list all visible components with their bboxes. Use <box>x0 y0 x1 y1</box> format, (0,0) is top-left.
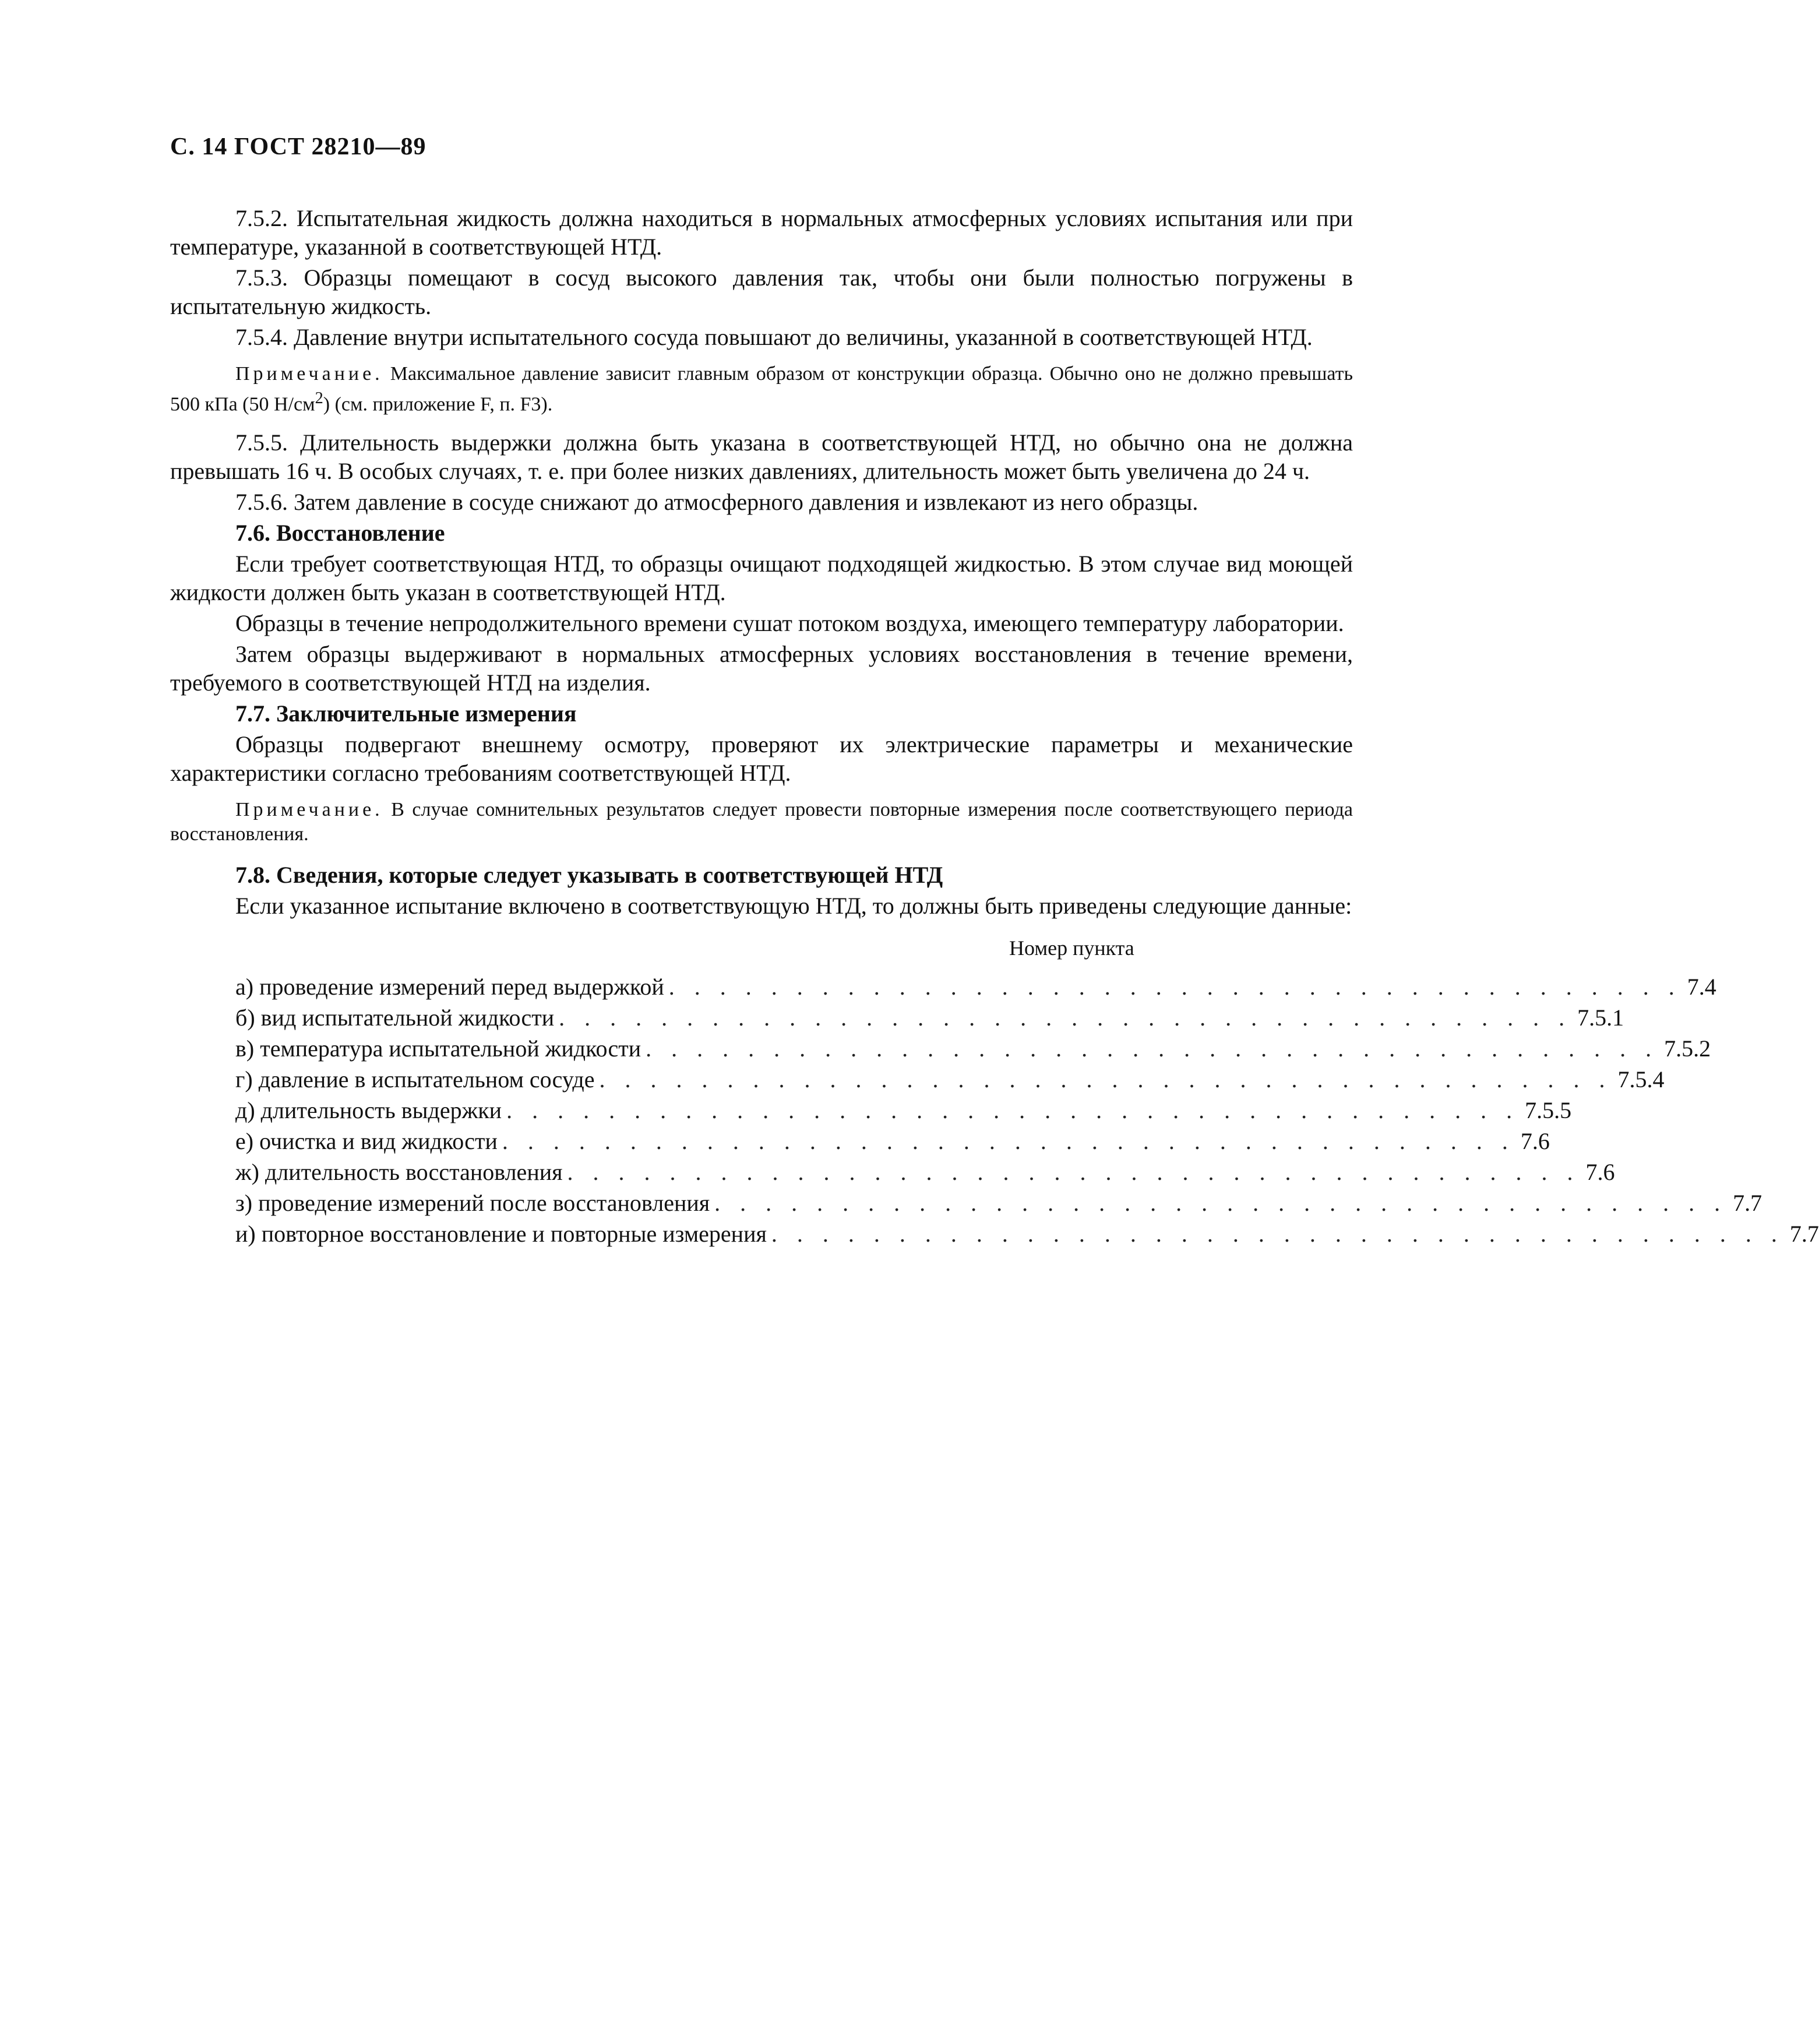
list-item <box>235 1187 1762 1218</box>
list-item <box>235 971 1716 1002</box>
list-item-text: ж) длительность восстановления <box>235 1159 563 1186</box>
requirements-list <box>235 971 1819 1249</box>
note-label: Примечание. <box>235 799 383 821</box>
list-item-text: з) проведение измерений после восстановления <box>235 1190 710 1217</box>
paragraph-7-5-2: 7.5.2. Испытательная жидкость должна находиться в нормальных атмосферных условиях испытания или при температуре, указанной в соответствующей НТД. <box>170 205 1353 260</box>
note-label: Примечание. <box>235 363 383 385</box>
list-item-number: 7.5.2 <box>1664 1035 1711 1062</box>
heading-7-6: 7.6. Восстановление <box>235 520 445 547</box>
list-item-number: 7.5.4 <box>1617 1066 1665 1093</box>
paragraph-7-5-4: 7.5.4. Давление внутри испытательного сосуда повышают до величины, указанной в соответствующей НТД. <box>235 324 1313 350</box>
paragraph-7-5-3: 7.5.3. Образцы помещают в сосуд высокого давления так, чтобы они были полностью погружены в испытательную жидкость. <box>170 265 1353 319</box>
paragraph-7-7: Образцы подвергают внешнему осмотру, проверяют их электрические параметры и механические характеристики согласно требованиям соответствующей НТД. <box>170 731 1353 787</box>
heading-7-8: 7.8. Сведения, которые следует указывать в соответствующей НТД <box>235 862 943 889</box>
leader-dots: . . . . . . . . . . . . . . . . . . . . . . . . . . . . . . . . . . . . . . . . <box>714 1190 1728 1217</box>
list-item-number: 7.5.5 <box>1525 1097 1572 1124</box>
leader-dots: . . . . . . . . . . . . . . . . . . . . . . . . . . . . . . . . . . . . . . . . <box>506 1097 1520 1124</box>
list-item-text: б) вид испытательной жидкости <box>235 1005 555 1031</box>
leader-dots: . . . . . . . . . . . . . . . . . . . . . . . . . . . . . . . . . . . . . . . . <box>668 974 1681 1000</box>
list-item <box>235 1002 1624 1033</box>
paragraph-7-8: Если указанное испытание включено в соответствующую НТД, то должны быть приведены следующие данные: <box>235 893 1352 919</box>
list-item-text: а) проведение измерений перед выдержкой <box>235 974 664 1000</box>
paragraph-7-5-6: 7.5.6. Затем давление в сосуде снижают до атмосферного давления и извлекают из него образцы. <box>235 489 1198 516</box>
list-item-number: 7.7 <box>1789 1221 1819 1247</box>
leader-dots: . . . . . . . . . . . . . . . . . . . . . . . . . . . . . . . . . . . . . . . . <box>567 1159 1580 1186</box>
leader-dots: . . . . . . . . . . . . . . . . . . . . . . . . . . . . . . . . . . . . . . . . <box>771 1221 1784 1247</box>
note-remeasure <box>170 798 1353 847</box>
paragraph-7-6-b: Образцы в течение непродолжительного времени сушат потоком воздуха, имеющего температуру лаборатории. <box>235 610 1344 637</box>
leader-dots: . . . . . . . . . . . . . . . . . . . . . . . . . . . . . . . . . . . . . . . . <box>599 1066 1612 1093</box>
list-item-number: 7.4 <box>1687 974 1716 1000</box>
note-superscript: 2 <box>315 389 323 407</box>
list-item <box>235 1095 1572 1126</box>
list-item <box>235 1033 1711 1064</box>
list-item <box>235 1218 1819 1249</box>
list-column-header: Номер пункта <box>1009 936 1134 960</box>
page-header: С. 14 ГОСТ 28210—89 <box>170 133 426 160</box>
heading-7-7: 7.7. Заключительные измерения <box>235 700 577 727</box>
list-item-text: и) повторное восстановление и повторные измерения <box>235 1221 767 1247</box>
paragraph-7-6-c: Затем образцы выдерживают в нормальных атмосферных условиях восстановления в течение времени, требуемого в соответствующей НТД на изделия. <box>170 641 1353 696</box>
list-item-text: е) очистка и вид жидкости <box>235 1128 498 1155</box>
list-item-number: 7.5.1 <box>1577 1005 1624 1031</box>
list-item <box>235 1157 1615 1187</box>
leader-dots: . . . . . . . . . . . . . . . . . . . . . . . . . . . . . . . . . . . . . . . . <box>646 1035 1659 1062</box>
list-item <box>235 1064 1665 1095</box>
leader-dots: . . . . . . . . . . . . . . . . . . . . . . . . . . . . . . . . . . . . . . . . <box>502 1128 1515 1155</box>
paragraph-7-6-a: Если требует соответствующая НТД, то образцы очищают подходящей жидкостью. В этом случае вид моющей жидкости должен быть указан в соответствующей НТД. <box>170 551 1353 606</box>
note-text-b: ) (см. приложение F, п. F3). <box>323 393 553 415</box>
list-item-number: 7.6 <box>1520 1128 1550 1155</box>
paragraph-7-5-5: 7.5.5. Длительность выдержки должна быть указана в соответствующей НТД, но обычно она не должна превышать 16 ч. В особых случаях, т. е. при более низких давлениях, длительность может быть увеличена до 24 ч. <box>170 429 1353 485</box>
list-item-number: 7.7 <box>1733 1190 1762 1217</box>
note-text-a: Максимальное давление зависит главным образом от конструкции образца. Обычно оно не должно превышать 500 кПа (50 Н/см <box>170 363 1353 415</box>
list-item-text: г) давление в испытательном сосуде <box>235 1066 595 1093</box>
list-item <box>235 1126 1550 1157</box>
list-item-text: д) длительность выдержки <box>235 1097 502 1124</box>
list-item-text: в) температура испытательной жидкости <box>235 1035 641 1062</box>
leader-dots: . . . . . . . . . . . . . . . . . . . . . . . . . . . . . . . . . . . . . . . . <box>559 1005 1572 1031</box>
note-text: В случае сомнительных результатов следует провести повторные измерения после соответствующего периода восстановления. <box>170 799 1353 845</box>
note-pressure <box>170 362 1353 417</box>
list-item-number: 7.6 <box>1585 1159 1615 1186</box>
document-body <box>170 204 1819 1249</box>
